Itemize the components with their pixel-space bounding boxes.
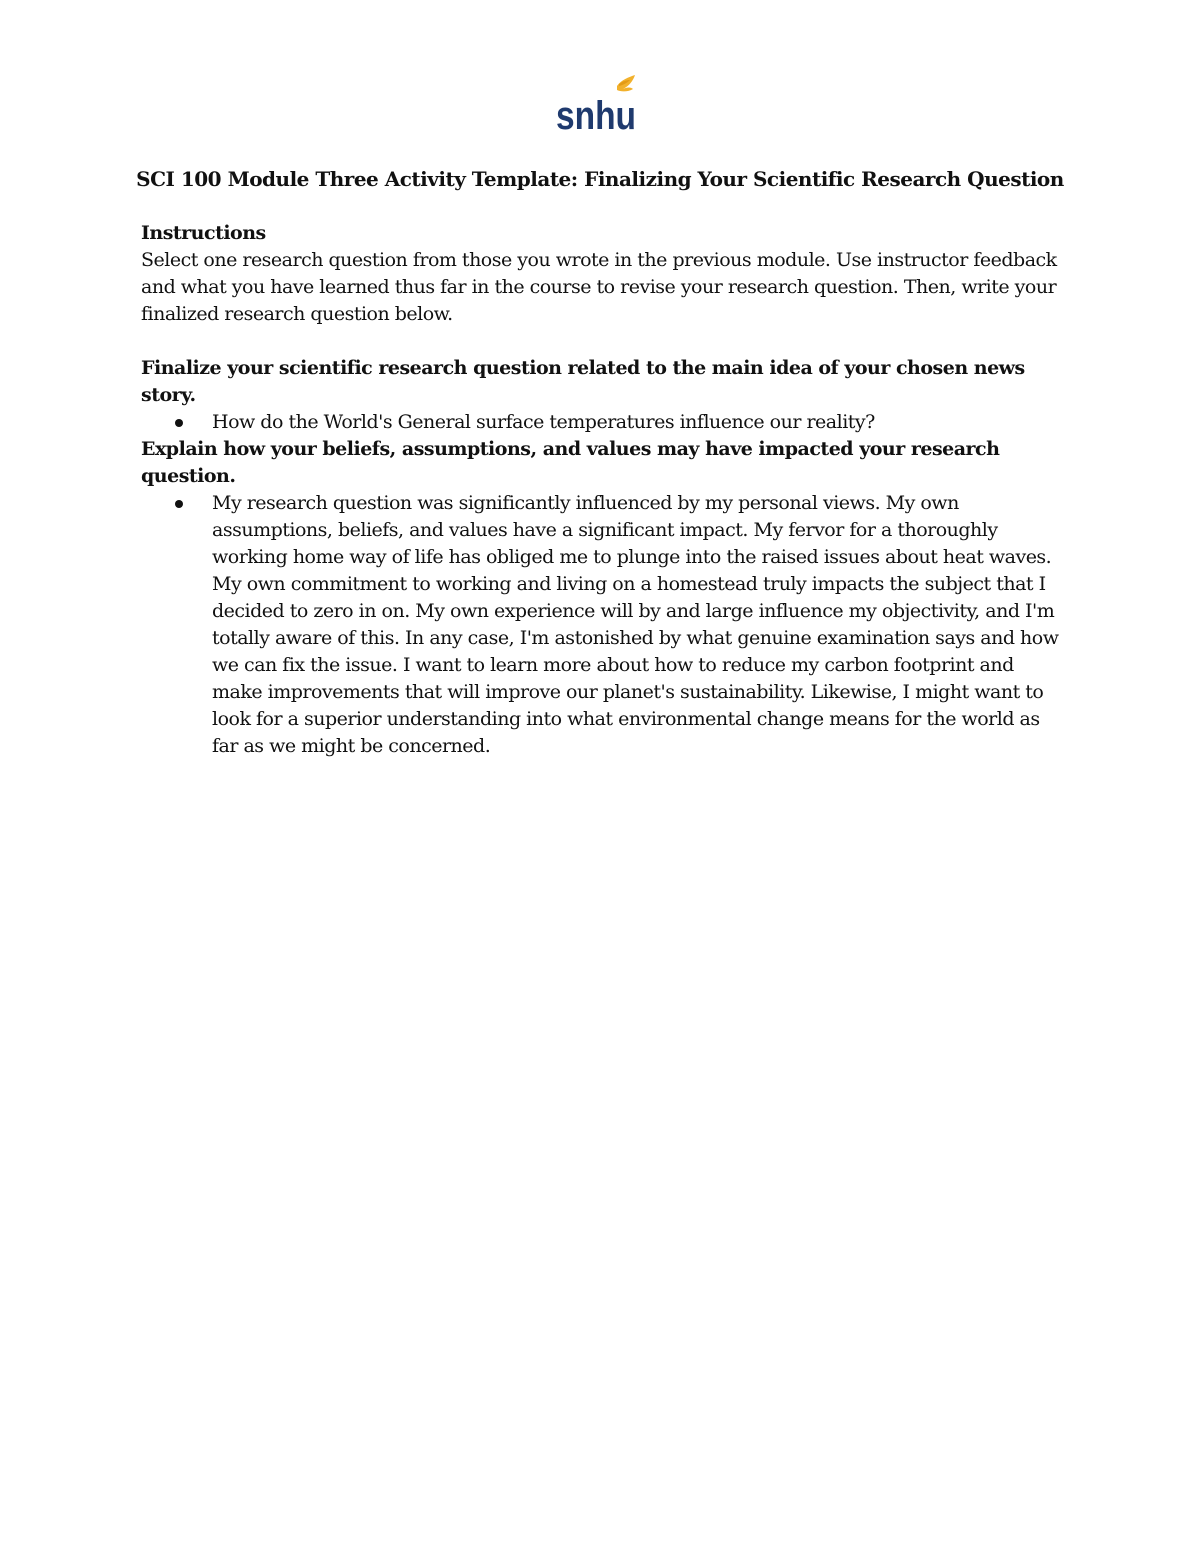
bullet-list-research-question (141, 409, 1066, 436)
section-heading-beliefs: Explain how your beliefs, assumptions, and values may have impacted your research question. (141, 438, 1000, 487)
instructions-text: Select one research question from those you wrote in the previous module. Use instructor feedback and what you have learned thus far in the course to revise your research question. Then, write your finalized research question below. (141, 249, 1057, 325)
bullet-list-beliefs (141, 490, 1066, 760)
document-title: SCI 100 Module Three Activity Template: Finalizing Your Scientific Research Question (136, 167, 1064, 191)
bullet-icon (175, 419, 183, 427)
list-item (212, 409, 1066, 436)
instructions-heading: Instructions (141, 222, 266, 244)
logo-wordmark: snhu (556, 94, 636, 138)
section-heading-research-question: Finalize your scientific research question related to the main idea of your chosen news story. (141, 357, 1025, 406)
list-item-text: How do the World's General surface temperatures influence our reality? (212, 411, 875, 433)
bullet-icon (175, 500, 183, 508)
snhu-logo (555, 72, 639, 138)
list-item (212, 490, 1066, 760)
document-body (141, 220, 1066, 760)
spacer (141, 328, 1066, 355)
flame-icon (617, 75, 635, 91)
list-item-text: My research question was significantly influenced by my personal views. My own assumptions, beliefs, and values have a significant impact. My fervor for a thoroughly working home way of life has obliged me to plunge into the raised issues about heat waves. My own commitment to working and living on a homestead truly impacts the subject that I decided to zero in on. My own experience will by and large influence my objectivity, and I'm totally aware of this. In any case, I'm astonished by what genuine examination says and how we can fix the issue. I want to learn more about how to reduce my carbon footprint and make improvements that will improve our planet's sustainability. Likewise, I might want to look for a superior understanding into what environmental change means for the world as far as we might be concerned. (212, 492, 1059, 757)
